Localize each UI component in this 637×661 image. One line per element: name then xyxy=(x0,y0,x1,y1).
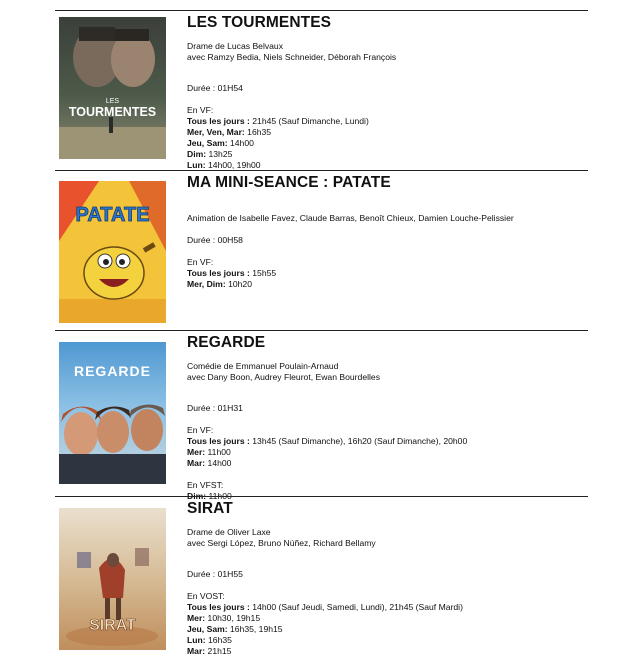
schedule-days: Mar: xyxy=(187,458,206,468)
schedule-row xyxy=(187,436,588,447)
schedule-days: Tous les jours : xyxy=(187,602,250,612)
poster-title-line1: LES xyxy=(105,98,120,105)
schedule-days: Jeu, Sam: xyxy=(187,624,228,634)
schedule-row xyxy=(187,127,588,138)
schedule-days: Tous les jours : xyxy=(187,436,250,446)
session-version: En VFST: xyxy=(187,480,224,490)
schedule-times: 16h35 xyxy=(244,127,272,137)
film-duration: Durée : 01H55 xyxy=(187,569,243,579)
schedule-row xyxy=(187,635,588,646)
schedule-days: Mer: xyxy=(187,613,206,623)
schedule-days: Mar: xyxy=(187,646,206,656)
schedule-row xyxy=(187,613,588,624)
film-entry xyxy=(55,496,588,661)
schedule-row xyxy=(187,279,588,290)
poster-image xyxy=(59,181,166,323)
poster-title-line1: REGARDE xyxy=(73,363,152,379)
schedule-times: 10h30, 19h15 xyxy=(205,613,261,623)
film-poster[interactable] xyxy=(59,508,166,650)
film-entry xyxy=(55,330,588,501)
film-entry xyxy=(55,10,588,171)
film-info xyxy=(187,333,588,502)
schedule-times: 13h45 (Sauf Dimanche), 16h20 (Sauf Dimanche), 20h00 xyxy=(249,436,468,446)
film-duration: Durée : 01H31 xyxy=(187,403,243,413)
film-title[interactable]: LES TOURMENTES xyxy=(187,14,332,31)
film-info xyxy=(187,173,588,290)
schedule-times: 14h00, 19h00 xyxy=(205,160,261,170)
film-title[interactable]: SIRAT xyxy=(187,500,233,517)
session-version: En VF: xyxy=(187,425,214,435)
poster-title-line1: SIRAT xyxy=(89,617,136,634)
schedule-row xyxy=(187,646,588,657)
schedule-times: 10h20 xyxy=(225,279,252,289)
schedule-days: Mer: xyxy=(187,447,206,457)
schedule-days: Lun: xyxy=(187,160,206,170)
schedule-times: 14h00 xyxy=(227,138,254,148)
schedule-times: 14h00 (Sauf Jeudi, Samedi, Lundi), 21h45 (Sauf Mardi) xyxy=(249,602,463,612)
schedule-row xyxy=(187,116,588,127)
schedule-days: Tous les jours : xyxy=(187,116,250,126)
film-info xyxy=(187,13,588,171)
film-genre: Drame de Oliver Laxe xyxy=(187,527,271,537)
schedule-days: Tous les jours : xyxy=(187,268,250,278)
schedule-days: Dim: xyxy=(187,149,207,159)
schedule-row xyxy=(187,602,588,613)
schedule-days: Lun: xyxy=(187,635,206,645)
film-genre: Animation de Isabelle Favez, Claude Barras, Benoît Chieux, Damien Louche-Pelissier xyxy=(187,213,514,223)
schedule-row xyxy=(187,149,588,160)
session-version: En VF: xyxy=(187,257,214,267)
film-entry xyxy=(55,170,588,331)
film-title[interactable]: REGARDE xyxy=(187,334,266,351)
film-genre: Comédie de Emmanuel Poulain-Arnaud xyxy=(187,361,339,371)
schedule-times: 15h55 xyxy=(249,268,277,278)
film-poster[interactable] xyxy=(59,17,166,159)
film-poster[interactable] xyxy=(59,181,166,323)
schedule-row xyxy=(187,458,588,469)
film-genre: Drame de Lucas Belvaux xyxy=(187,41,284,51)
film-info xyxy=(187,499,588,657)
schedule-times: 11h00 xyxy=(206,491,232,501)
poster-image xyxy=(59,508,166,650)
schedule-times: 14h00 xyxy=(205,458,232,468)
film-cast: avec Sergi López, Bruno Núñez, Richard Bellamy xyxy=(187,538,376,548)
poster-title-line2: TOURMENTES xyxy=(68,105,157,119)
film-cast: avec Dany Boon, Audrey Fleurot, Ewan Bourdelles xyxy=(187,372,380,382)
schedule-row xyxy=(187,447,588,458)
schedule-times: 21h15 xyxy=(205,646,232,656)
schedule-days: Dim: xyxy=(187,491,207,501)
schedule-row xyxy=(187,138,588,149)
poster-image xyxy=(59,17,166,159)
poster-image xyxy=(59,342,166,484)
film-duration: Durée : 01H54 xyxy=(187,83,243,93)
schedule-times: 11h00 xyxy=(205,447,231,457)
film-title[interactable]: MA MINI-SEANCE : PATATE xyxy=(187,174,391,191)
film-duration: Durée : 00H58 xyxy=(187,235,243,245)
schedule-row xyxy=(187,624,588,635)
schedule-row xyxy=(187,268,588,279)
film-poster[interactable] xyxy=(59,342,166,484)
schedule-days: Mer, Dim: xyxy=(187,279,226,289)
schedule-times: 16h35, 19h15 xyxy=(227,624,283,634)
poster-title-line1: PATATE xyxy=(75,204,150,226)
session-version: En VOST: xyxy=(187,591,225,601)
schedule-times: 13h25 xyxy=(206,149,233,159)
schedule-times: 16h35 xyxy=(205,635,232,645)
schedule-times: 21h45 (Sauf Dimanche, Lundi) xyxy=(249,116,369,126)
session-version: En VF: xyxy=(187,105,214,115)
schedule-days: Mer, Ven, Mar: xyxy=(187,127,245,137)
film-cast: avec Ramzy Bedia, Niels Schneider, Déborah François xyxy=(187,52,397,62)
schedule-days: Jeu, Sam: xyxy=(187,138,228,148)
